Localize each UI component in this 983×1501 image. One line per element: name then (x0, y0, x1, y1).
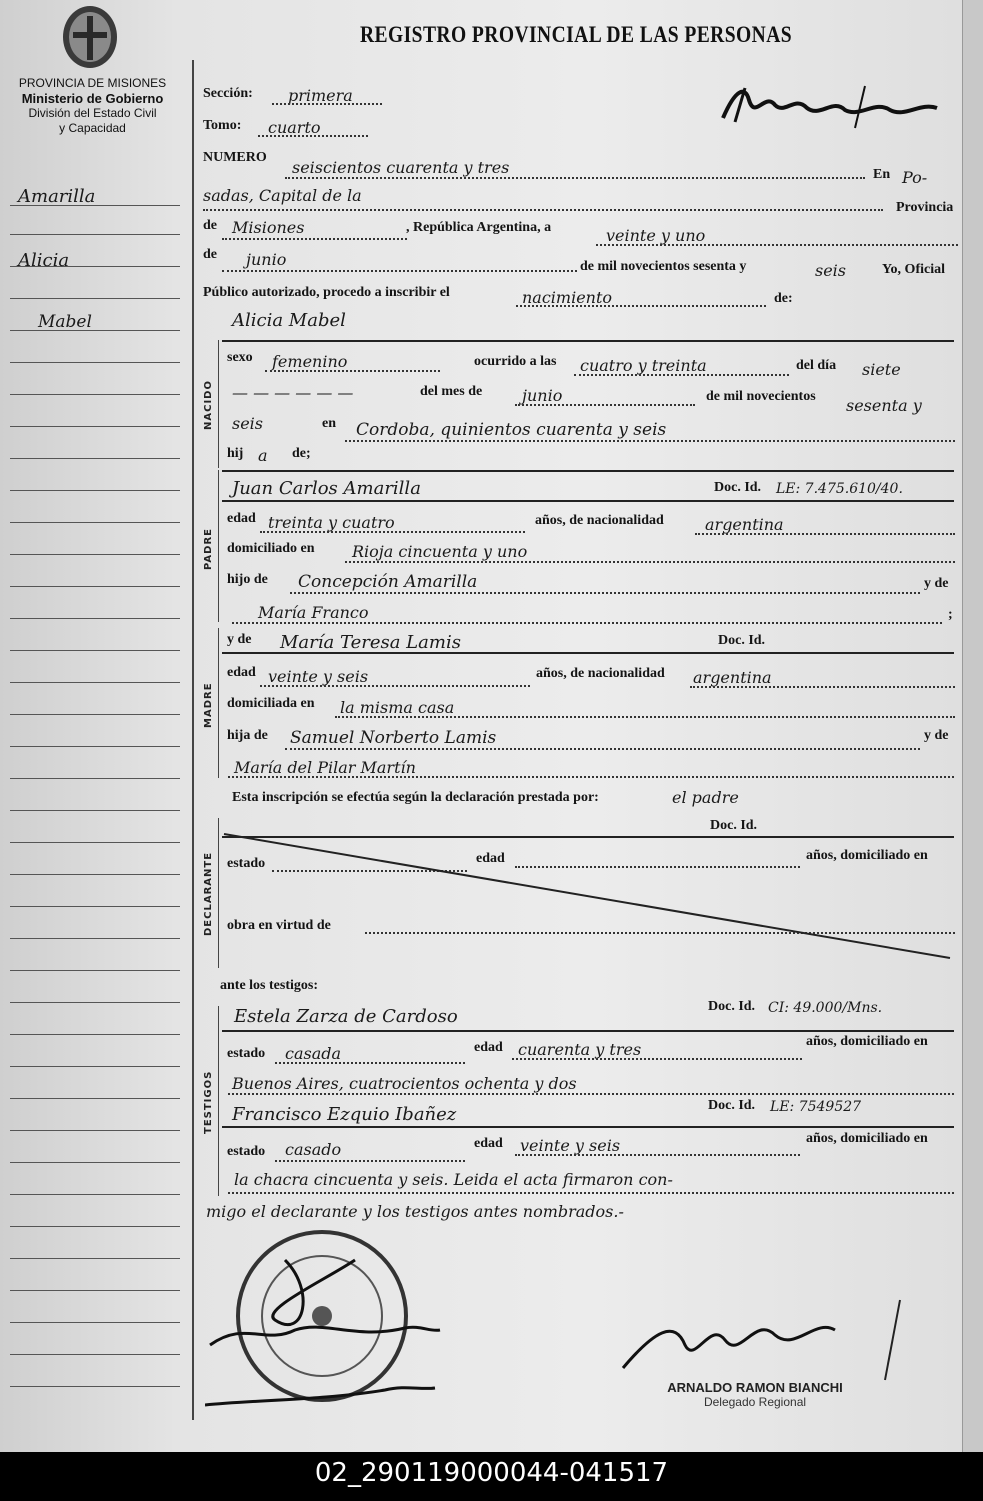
seccion-label: Sección: (203, 86, 253, 101)
declarante-edad-label: edad (476, 851, 505, 866)
margin-middle-name: Mabel (38, 312, 92, 332)
madre-dom-label: domiciliada en (227, 696, 315, 711)
padre-nac-value: argentina (705, 515, 784, 534)
margin-first-name: Alicia (18, 250, 70, 271)
padre-edad-label: edad (227, 511, 256, 526)
anio-nacimiento-value-1: sesenta y (846, 396, 922, 415)
madre-yde2-label: y de (924, 728, 949, 743)
declarante-anios-label: años, domiciliado en (806, 848, 928, 863)
padre-yde-label: y de (924, 576, 949, 591)
anio-value: seis (815, 261, 847, 280)
madre-edad-label: edad (227, 665, 256, 680)
madre-hija-label: hija de (227, 728, 268, 743)
section-padre: PADRE (203, 528, 214, 570)
stamp-role: Delegado Regional (703, 1395, 807, 1409)
division-name: División del Estado Civil (28, 106, 157, 120)
image-code-footer: 02_290119000044-041517 (0, 1452, 983, 1501)
en-value-1: Po- (902, 168, 928, 187)
lugar-nacimiento-value: Cordoba, quinientos cuarenta y seis (356, 420, 667, 440)
testigo2-edad-value: veinte y seis (520, 1136, 621, 1155)
padre-hijo-value: Concepción Amarilla (298, 572, 478, 592)
registrar-signature (715, 80, 945, 130)
padre-madre-value: María Franco (258, 603, 369, 622)
madre-yde-label: y de (227, 632, 252, 647)
testigo1-edad-value: cuarenta y tres (518, 1040, 642, 1059)
del-mes-label: del mes de (420, 384, 483, 399)
signature-right (615, 1290, 915, 1390)
testigo1-estado-value: casada (285, 1044, 342, 1063)
padre-dom-label: domiciliado en (227, 541, 315, 556)
padre-nac-label: años, de nacionalidad (535, 513, 664, 528)
testigo2-estado-label: estado (227, 1144, 266, 1159)
provincia-label: Provincia (896, 200, 954, 215)
dia-dash: — — — — — — (232, 383, 354, 402)
mes-value: junio (246, 250, 287, 269)
publico-label: Público autorizado, procedo a inscribir el (203, 285, 450, 300)
margin-divider (192, 60, 194, 1420)
testigo1-doc-label: Doc. Id. (708, 999, 756, 1014)
padre-edad-value: treinta y cuatro (268, 513, 395, 532)
testigo1-edad-label: edad (474, 1040, 503, 1055)
en-nacimiento-label: en (322, 416, 336, 431)
tomo-label: Tomo: (203, 118, 242, 133)
nacido-nombre: Alicia Mabel (232, 310, 346, 331)
madre-nac-value: argentina (693, 668, 772, 687)
cierre-value: migo el declarante y los testigos antes nombrados.- (206, 1202, 624, 1221)
mil-label: de mil novecientos sesenta y (580, 259, 747, 274)
testigo1-doc-value: CI: 49.000/Mns. (768, 1000, 883, 1016)
padre-hijo-label: hijo de (227, 572, 268, 587)
testigo1-nombre: Estela Zarza de Cardoso (234, 1006, 458, 1027)
document-title: REGISTRO PROVINCIAL DE LAS PERSONAS (360, 22, 793, 47)
testigo2-edad-label: edad (474, 1136, 503, 1151)
hij-value: a (258, 446, 268, 465)
ocurrido-label: ocurrido a las (474, 354, 557, 369)
hij-de-label: de; (292, 446, 311, 461)
testigo1-estado-label: estado (227, 1046, 266, 1061)
madre-nombre: María Teresa Lamis (280, 632, 461, 653)
mes-nacimiento-value: junio (522, 386, 563, 405)
stamp-name: ARNALDO RAMON BIANCHI (667, 1380, 843, 1395)
testigo2-doc-label: Doc. Id. (708, 1098, 756, 1113)
stamp-text-block (625, 1380, 885, 1409)
mil-nacimiento-label: de mil novecientos (706, 389, 816, 404)
declarante-estado-label: estado (227, 856, 266, 871)
de-value: Misiones (232, 218, 305, 237)
de3-label: de: (774, 291, 793, 306)
testigos-ante-label: ante los testigos: (220, 978, 318, 993)
padre-dom-value: Rioja cincuenta y uno (352, 542, 528, 561)
numero-value: seiscientos cuarenta y tres (292, 158, 510, 177)
en-label: En (873, 167, 891, 182)
testigo2-doc-value: LE: 7549527 (770, 1099, 862, 1115)
madre-hija-value: Samuel Norberto Lamis (290, 728, 497, 748)
padre-doc-label: Doc. Id. (714, 480, 762, 495)
testigo2-estado-value: casado (285, 1140, 342, 1159)
testigo2-nombre: Francisco Ezquio Ibañez (232, 1104, 457, 1125)
right-edge-strip (962, 0, 983, 1452)
coat-of-arms (58, 4, 122, 70)
seccion-value: primera (288, 86, 353, 105)
de-label: de (203, 218, 217, 233)
numero-label: NUMERO (203, 150, 267, 165)
anio-nacimiento-value-2: seis (232, 414, 264, 433)
ministry-name: Ministerio de Gobierno (21, 91, 164, 106)
testigo2-anios-label: años, domiciliado en (806, 1131, 928, 1146)
madre-edad-value: veinte y seis (268, 667, 369, 686)
section-madre: MADRE (203, 682, 214, 728)
dia-nacimiento-value: siete (862, 360, 901, 379)
declarante-obra-label: obra en virtud de (227, 918, 331, 933)
yo-oficial-label: Yo, Oficial (882, 262, 945, 277)
section-nacido: NACIDO (203, 380, 214, 430)
padre-doc-value: LE: 7.475.610/40. (776, 481, 903, 497)
province-name: PROVINCIA DE MISIONES (18, 76, 167, 90)
section-testigos: TESTIGOS (203, 1070, 214, 1134)
del-dia-label: del día (796, 358, 837, 373)
dia-value: veinte y uno (606, 226, 706, 245)
tomo-value: cuarto (268, 118, 321, 137)
margin-surname: Amarilla (18, 186, 96, 207)
testigo2-dom-value: la chacra cincuenta y seis. Leida el acta firmaron con- (234, 1170, 673, 1189)
hij-label: hij (227, 446, 244, 461)
madre-nac-label: años, de nacionalidad (536, 666, 665, 681)
declaracion-label: Esta inscripción se efectúa según la declaración prestada por: (232, 790, 599, 805)
sexo-value: femenino (272, 352, 348, 371)
padre-nombre: Juan Carlos Amarilla (232, 478, 421, 499)
signature-left (205, 1250, 445, 1420)
sexo-label: sexo (227, 350, 253, 365)
declarante-strike-line (222, 818, 954, 968)
en-value-2: sadas, Capital de la (203, 186, 362, 205)
capacity-name: y Capacidad (59, 121, 126, 135)
declaracion-value: el padre (672, 788, 739, 807)
padre-semicolon: ; (948, 607, 953, 622)
madre-dom-value: la misma casa (340, 698, 455, 717)
section-declarante: DECLARANTE (203, 851, 214, 936)
madre-madre-value: María del Pilar Martín (234, 758, 416, 777)
hora-value: cuatro y treinta (580, 356, 707, 375)
republica-label: , República Argentina, a (406, 220, 552, 235)
testigo1-dom-value: Buenos Aires, cuatrocientos ochenta y dos (232, 1074, 577, 1093)
madre-doc-label: Doc. Id. (718, 633, 766, 648)
declarante-doc-label: Doc. Id. (710, 818, 758, 833)
testigo1-anios-label: años, domiciliado en (806, 1034, 928, 1049)
de2-label: de (203, 247, 217, 262)
acto-value: nacimiento (522, 288, 613, 307)
